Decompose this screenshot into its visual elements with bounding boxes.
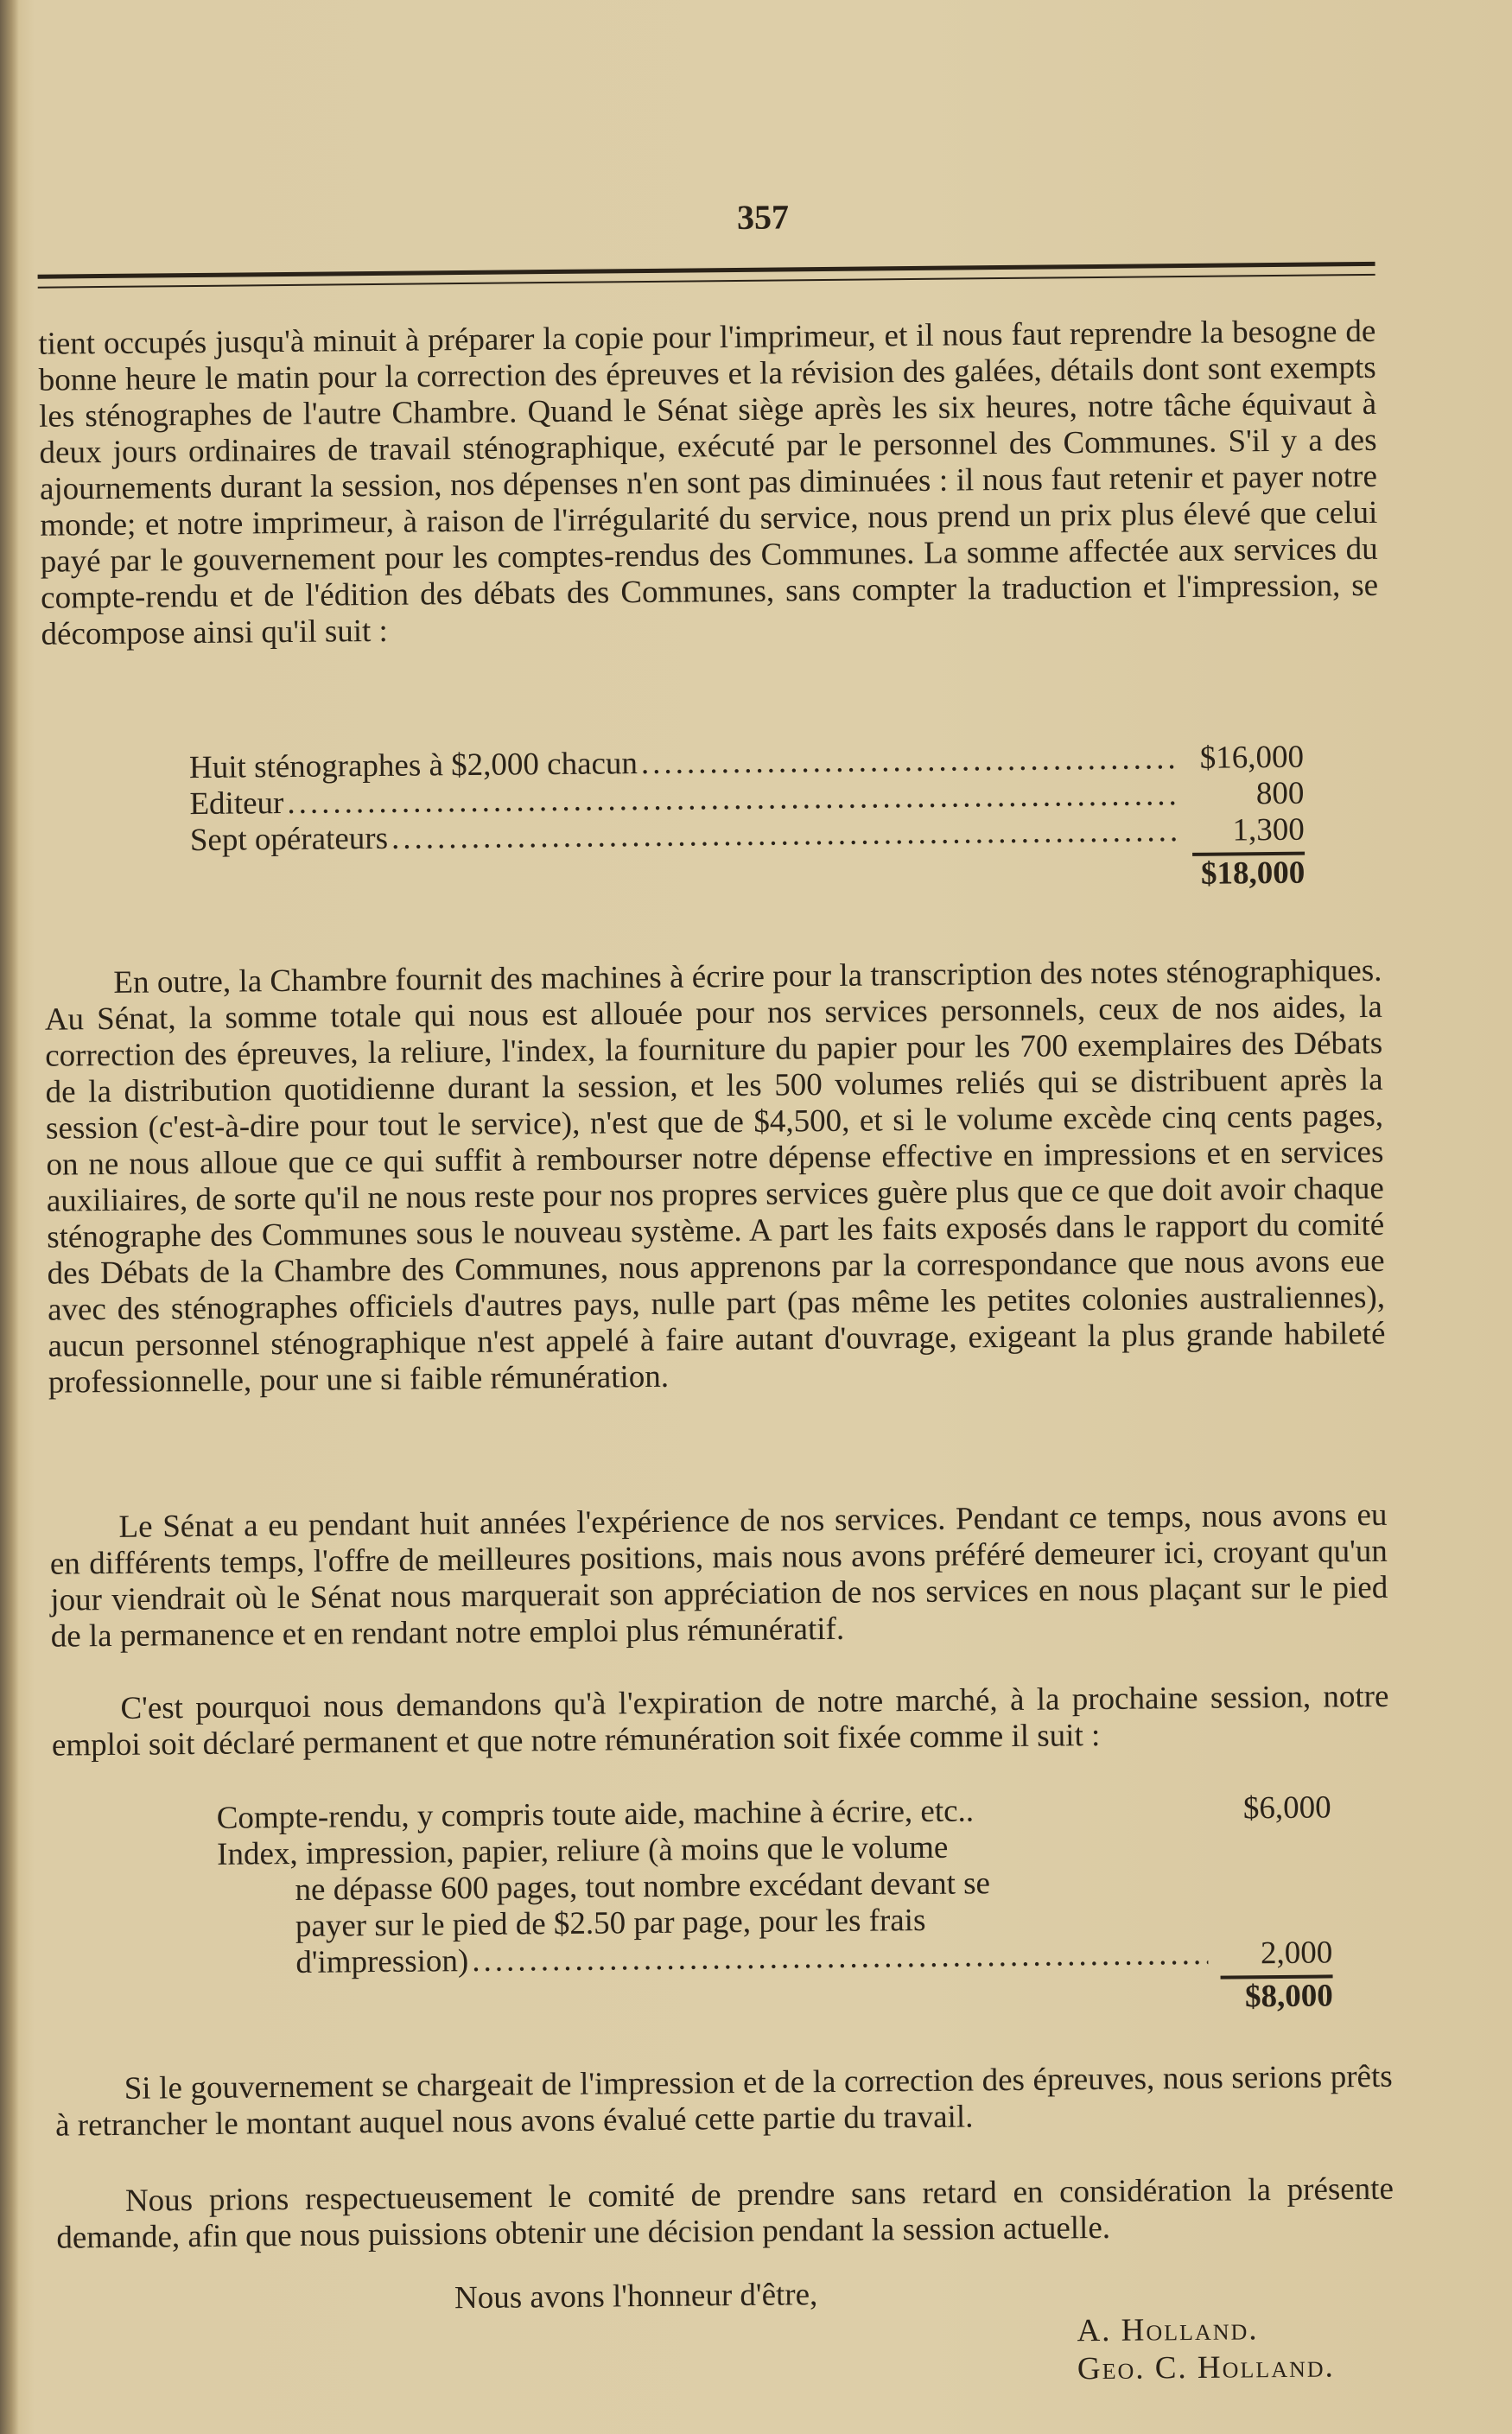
row-label: d'impression) — [295, 1943, 469, 1980]
paragraph-5-text: Si le gouvernement se chargeait de l'impression et de la correction des épreuves, nous serions prêts à retrancher le montant auquel nous avons évalué cette partie du travail. — [54, 2058, 1393, 2144]
paragraph-3-text: Le Sénat a eu pendant huit années l'expérience de nos services. Pendant ce temps, nous avons eu en différents temps, l'offre de meilleures positions, mais nous avons préféré demeurer ici, croyant qu'un jour viendrait où le Sénat nous marquerait son appréciation de nos services en nous plaçant sur le pied de la permanence et en rendant notre emploi plus rémunératif. — [49, 1497, 1388, 1655]
row-label: payer sur le pied de $2.50 par page, pour les frais — [295, 1902, 926, 1944]
row-label: Huit sténographes à $2,000 chacun — [188, 746, 638, 786]
closing-salutation: Nous avons l'honneur d'être, — [454, 2277, 818, 2316]
paragraph-1-text: tient occupés jusqu'à minuit à préparer la copie pour l'imprimeur, et il nous faut reprendre la besogne de bonne heure le matin pour la correction des épreuves et la révision des galées, détails dont sont exempts les sténographes de l'autre Chambre. Quand le Sénat siège après les six heures, notre tâche équivaut à deux jours ordinaires de travail sténographique, exécuté par le personnel des Communes. S'il y a des ajournements durant la session, nos dépenses n'en sont pas diminuées : il nous faut retenir et payer notre monde; et notre imprimeur, à raison de l'irrégularité du service, nous prend un prix plus élevé que celui payé par le gouvernement pour les comptes-rendus des Communes. La somme affectée aux services du compte-rendu et de l'édition des débats des Communes, sans compter la traduction et l'impression, se décompose ainsi qu'il suit : — [38, 313, 1379, 652]
paragraph-4 — [51, 1679, 1389, 1764]
signature-1: A. Holland. — [1077, 2311, 1259, 2349]
row-amount: 800 — [1255, 775, 1305, 812]
paragraph-6 — [56, 2171, 1394, 2257]
table-total: $8,000 — [1244, 1978, 1333, 2015]
proposed-remuneration-table — [217, 1789, 1333, 2024]
row-amount: 2,000 — [1260, 1935, 1333, 1972]
row-label: Sept opérateurs — [189, 820, 389, 859]
row-label: Index, impression, papier, reliure (à moins que le volume — [216, 1829, 949, 1872]
row-label: Compte-rendu, y compris toute aide, machine à écrire, etc.. — [216, 1793, 975, 1836]
paragraph-2 — [44, 953, 1386, 1401]
table-total: $18,000 — [1200, 855, 1306, 892]
paragraph-5 — [55, 2059, 1394, 2145]
binding-shadow — [0, 0, 19, 2434]
row-amount: 1,300 — [1232, 811, 1306, 848]
paragraph-1 — [38, 314, 1379, 653]
paragraph-2-text: En outre, la Chambre fournit des machines à écrire pour la transcription des notes sténographiques. Au Sénat, la somme totale qui nous est allouée pour nos services personnels, ceux de nos aides, la correction des épreuves, la reliure, l'index, la fourniture du papier pour les 700 exemplaires des Débats de la distribution quotidienne durant la session, et les 500 volumes reliés qui se distribuent après la session (c'est-à-dire pour tout le service), n'est que de $4,500, et si le volume excède cinq cents pages, on ne nous alloue que ce qui suffit à rembourser notre dépense effective en impressions et en services auxiliaires, de sorte qu'il ne nous reste pour nos propres services guère plus que ce que doit avoir chaque sténographe des Communes sous le nouveau système. A part les faits exposés dans le rapport du comité des Débats de la Chambre des Communes, nous apprenons par la correspondance que nous avons eue avec des sténographes officiels d'autres pays, nulle part (pas même les petites colonies australiennes), aucun personnel sténographique n'est appelé à faire autant d'ouvrage, exigeant la plus grande habileté professionnelle, pour une si faible rémunération. — [44, 952, 1386, 1401]
page-number: 357 — [736, 197, 790, 237]
expense-table-communes — [189, 740, 1306, 902]
row-label: Editeur — [189, 785, 284, 823]
row-amount: $16,000 — [1199, 739, 1305, 776]
page-content — [35, 0, 1401, 2387]
row-label: ne dépasse 600 pages, tout nombre excédant devant se — [295, 1865, 991, 1908]
header-rule — [38, 262, 1375, 289]
paragraph-6-text: Nous prions respectueusement le comité de prendre sans retard en considération la présente demande, afin que nous puissions obtenir une décision pendant la session actuelle. — [56, 2170, 1394, 2256]
paragraph-4-text: C'est pourquoi nous demandons qu'à l'expiration de notre marché, à la prochaine session, notre emploi soit déclaré permanent et que notre rémunération soit fixée comme il suit : — [51, 1678, 1389, 1764]
row-amount: $6,000 — [1242, 1789, 1331, 1827]
signature-2: Geo. C. Holland. — [1077, 2348, 1335, 2387]
paragraph-3 — [49, 1497, 1388, 1656]
